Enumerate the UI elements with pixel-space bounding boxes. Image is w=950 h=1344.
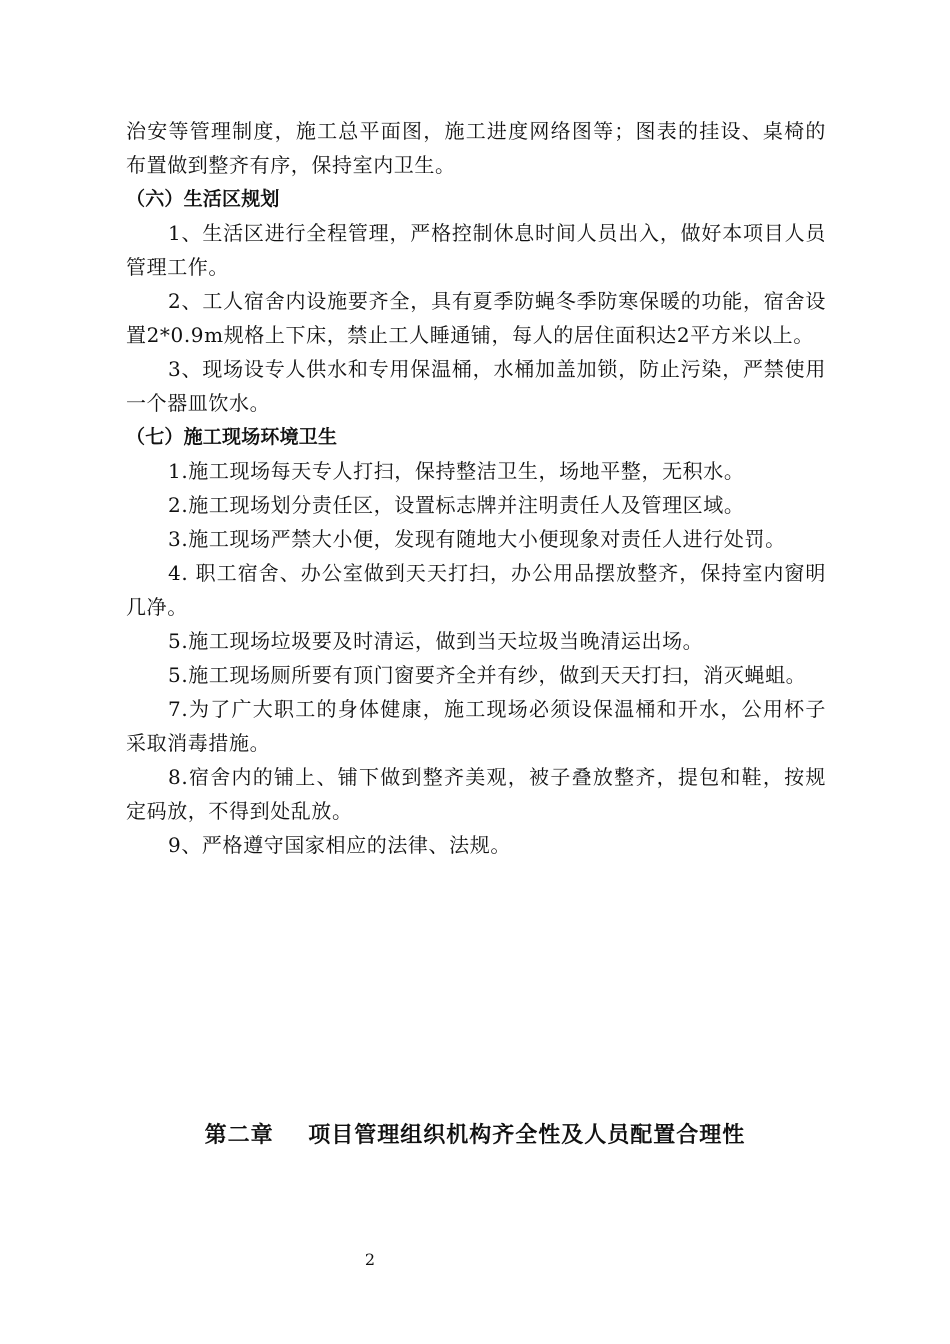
paragraph: 7.为了广大职工的身体健康，施工现场必须设保温桶和开水，公用杯子采取消毒措施。 (126, 697, 826, 755)
section-heading: （六）生活区规划 (126, 188, 280, 210)
paragraph: 8.宿舍内的铺上、铺下做到整齐美观，被子叠放整齐，提包和鞋，按规定码放，不得到处乱放。 (126, 765, 826, 823)
paragraph: 1、生活区进行全程管理，严格控制休息时间人员出入，做好本项目人员管理工作。 (126, 221, 826, 279)
paragraph: 2、工人宿舍内设施要齐全，具有夏季防蝇冬季防寒保暖的功能，宿舍设置2*0.9m规格上下床，禁止工人睡通铺，每人的居住面积达2平方米以上。 (126, 289, 826, 347)
paragraph: 3、现场设专人供水和专用保温桶，水桶加盖加锁，防止污染，严禁使用一个器皿饮水。 (126, 357, 826, 415)
paragraph: 4. 职工宿舍、办公室做到天天打扫，办公用品摆放整齐，保持室内窗明几净。 (126, 561, 826, 619)
chapter-title: 第二章 项目管理组织机构齐全性及人员配置合理性 (204, 1123, 746, 1148)
paragraph: 5.施工现场垃圾要及时清运，做到当天垃圾当晚清运出场。 (168, 629, 704, 653)
page-number: 2 (364, 1250, 376, 1269)
paragraph: 5.施工现场厕所要有顶门窗要齐全并有纱，做到天天打扫，消灭蝇蛆。 (168, 663, 807, 687)
body-text (126, 114, 826, 862)
paragraph: 1.施工现场每天专人打扫，保持整洁卫生，场地平整，无积水。 (168, 459, 745, 483)
paragraph: 9、严格遵守国家相应的法律、法规。 (168, 833, 511, 857)
paragraph: 2.施工现场划分责任区，设置标志牌并注明责任人及管理区域。 (168, 493, 745, 517)
paragraph: 3.施工现场严禁大小便，发现有随地大小便现象对责任人进行处罚。 (168, 527, 786, 551)
section-heading: （七）施工现场环境卫生 (126, 426, 338, 448)
paragraph: 治安等管理制度，施工总平面图，施工进度网络图等；图表的挂设、桌椅的布置做到整齐有序，保持室内卫生。 (126, 119, 826, 177)
